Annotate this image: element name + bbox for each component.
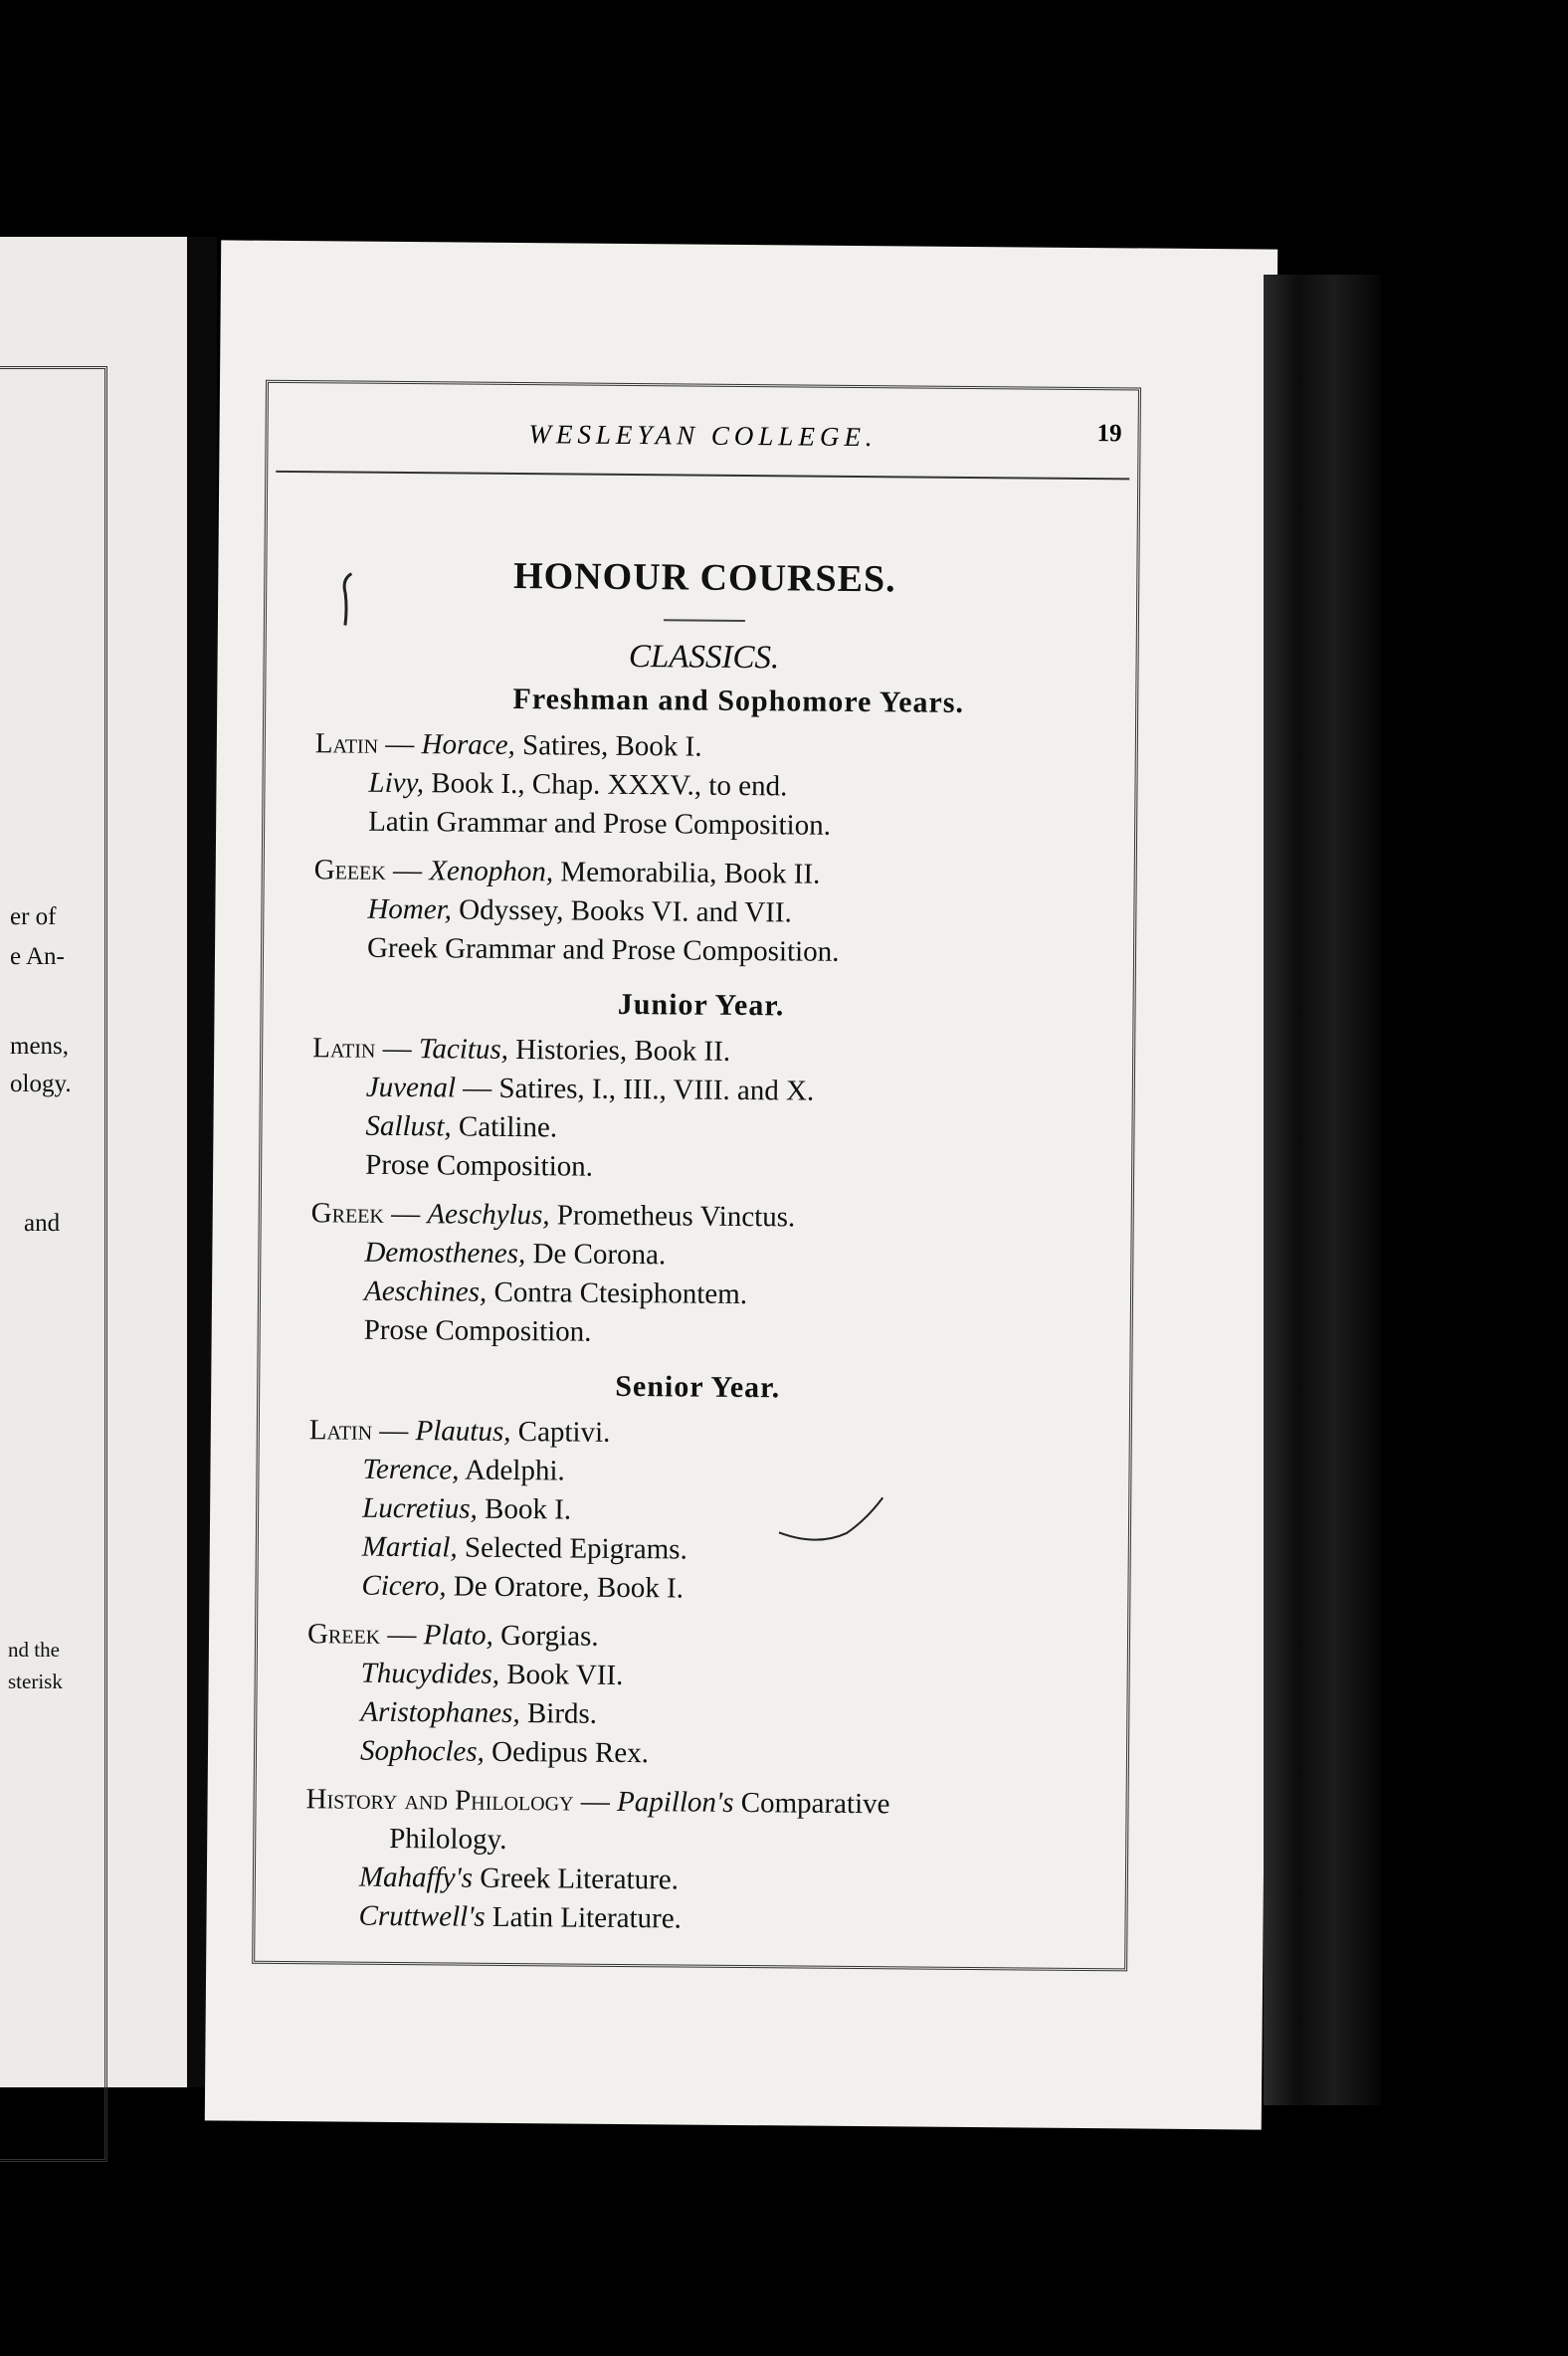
work: Book I., Chap. XXXV., to end. <box>423 767 788 803</box>
section-subtitle: CLASSICS. <box>628 638 780 677</box>
author: Homer, <box>367 892 453 926</box>
course-line <box>315 724 1091 770</box>
course-entry <box>311 1029 1088 1191</box>
author: Demosthenes, <box>364 1236 526 1271</box>
author: Plautus, <box>415 1415 511 1448</box>
previous-page-fragment: e An- <box>10 943 65 970</box>
course-line <box>310 1272 1086 1317</box>
previous-page-fragment: er of <box>10 903 57 930</box>
author: Sophocles, <box>359 1734 486 1768</box>
work: Odyssey, Books VI. and VII. <box>451 893 792 929</box>
page-frame <box>252 380 1141 1972</box>
work: Adelphi. <box>459 1454 565 1487</box>
work: Gorgias. <box>492 1619 599 1653</box>
previous-page <box>0 237 187 2087</box>
author: Aristophanes, <box>360 1695 520 1730</box>
work: Comparative <box>733 1786 890 1821</box>
subject-label: Greek — <box>310 1197 421 1231</box>
author: Aeschylus, <box>427 1198 550 1232</box>
author: Tacitus, <box>418 1033 509 1066</box>
work: Greek Literature. <box>472 1862 680 1896</box>
course-line <box>312 1068 1088 1113</box>
page-number: 19 <box>1096 420 1122 448</box>
previous-page-frame <box>0 366 107 2162</box>
previous-page-fragment: ology. <box>10 1071 72 1097</box>
author: Cicero, <box>361 1569 447 1603</box>
author: Plato, <box>423 1619 493 1652</box>
course-entry <box>314 724 1091 848</box>
course-line <box>307 1615 1083 1661</box>
work: Histories, Book II. <box>507 1033 731 1068</box>
pencil-mark <box>337 569 358 629</box>
author: Lucretius, <box>362 1491 479 1525</box>
work: Greek Grammar and Prose Composition. <box>366 931 840 968</box>
course-line <box>308 1527 1084 1573</box>
work: Memorabilia, Book II. <box>552 856 821 890</box>
work: Prose Composition. <box>363 1313 592 1348</box>
title-rule <box>664 619 745 622</box>
work: — Satires, I., III., VIII. and X. <box>455 1072 815 1107</box>
page <box>205 240 1277 2129</box>
course-line <box>314 763 1090 809</box>
work: Oedipus Rex. <box>484 1735 650 1770</box>
work: Selected Epigrams. <box>457 1531 687 1566</box>
page-content <box>304 552 1092 1942</box>
work: Book I. <box>477 1492 572 1526</box>
course-line <box>308 1488 1084 1534</box>
course-line <box>313 889 1089 935</box>
course-line <box>314 851 1090 896</box>
work: Latin Literature. <box>485 1900 683 1935</box>
course-entry <box>304 1780 1081 1942</box>
book-page-edges <box>1264 275 1381 2105</box>
work: Latin Grammar and Prose Composition. <box>368 805 832 842</box>
work: De Corona. <box>525 1238 667 1272</box>
previous-page-fragment: nd the <box>8 1638 60 1662</box>
year-heading: Freshman and Sophomore Years. <box>512 682 965 719</box>
course-entry <box>307 1411 1085 1612</box>
course-line <box>312 1029 1088 1075</box>
work: Catiline. <box>451 1110 558 1144</box>
header-rule <box>276 471 1129 480</box>
author: Papillon's <box>616 1785 734 1819</box>
subject-label: Geeek — <box>313 854 423 887</box>
year-heading: Senior Year. <box>615 1369 781 1405</box>
author: Mahaffy's <box>358 1861 474 1894</box>
author: Juvenal <box>365 1071 457 1104</box>
work: Birds. <box>519 1697 598 1730</box>
previous-page-fragment: and <box>24 1210 61 1237</box>
subject-label: Greek — <box>306 1618 417 1652</box>
work: Captivi. <box>510 1415 611 1449</box>
subject-label: Latin — <box>312 1032 412 1066</box>
author: Cruttwell's <box>358 1899 486 1933</box>
course-line <box>311 1106 1087 1152</box>
author: Terence, <box>362 1453 460 1486</box>
author: Sallust, <box>365 1109 452 1143</box>
previous-page-fragment: sterisk <box>8 1669 63 1693</box>
subject-label: Latin — <box>314 727 415 761</box>
year-heading: Junior Year. <box>617 987 785 1023</box>
work: Contra Ctesiphontem. <box>487 1276 748 1311</box>
course-line <box>311 1145 1087 1191</box>
course-line <box>305 1858 1081 1903</box>
author: Livy, <box>368 766 425 800</box>
course-line <box>313 928 1089 974</box>
pencil-checkmark <box>777 1488 887 1549</box>
work: Prometheus Vinctus. <box>549 1199 796 1234</box>
author: Xenophon, <box>429 855 554 888</box>
running-head: WESLEYAN COLLEGE. <box>528 419 878 453</box>
course-line <box>308 1450 1084 1495</box>
course-entry <box>313 851 1090 974</box>
previous-page-fragment: mens, <box>10 1033 70 1060</box>
course-entry <box>310 1194 1087 1356</box>
author: Martial, <box>361 1530 458 1564</box>
subject-label: History and Philology — <box>305 1783 610 1818</box>
author: Horace, <box>421 728 515 762</box>
work: Prose Composition. <box>365 1148 594 1183</box>
course-line <box>307 1566 1083 1612</box>
course-line <box>307 1654 1083 1699</box>
course-line <box>314 802 1090 848</box>
author: Thucydides, <box>360 1657 500 1690</box>
course-line <box>309 1411 1085 1457</box>
course-line <box>304 1896 1080 1942</box>
work: Book VII. <box>498 1658 624 1691</box>
course-line <box>310 1310 1086 1356</box>
work: Philology. <box>389 1822 507 1856</box>
subject-label: Latin — <box>308 1414 409 1448</box>
course-line <box>305 1780 1081 1826</box>
work: De Oratore, Book I. <box>446 1570 685 1605</box>
course-line <box>305 1819 1081 1865</box>
course-line <box>306 1692 1082 1738</box>
course-line <box>306 1731 1082 1777</box>
course-line <box>310 1233 1086 1278</box>
author: Aeschines, <box>363 1275 488 1308</box>
page-title: HONOUR COURSES. <box>512 554 896 601</box>
course-line <box>311 1194 1087 1240</box>
course-entry <box>306 1615 1083 1777</box>
work: Satires, Book I. <box>514 729 702 763</box>
